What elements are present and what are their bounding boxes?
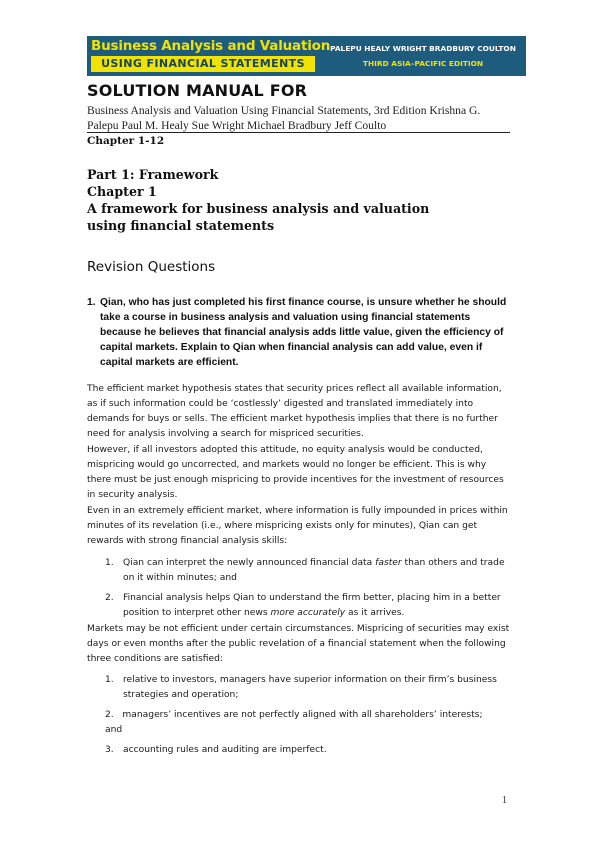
answer-paragraph-1: The efficient market hypothesis states that security prices reflect all available information, as if such information could be ‘costlessly’ digested and translated immediately into demands for buys or sells. The efficient market hypothesis implies that there is no further need for analysis involving a search for mispriced securities. (87, 384, 502, 439)
list-item-number: 1. (105, 558, 114, 568)
part-heading-block (87, 166, 507, 234)
list-item (105, 591, 510, 621)
question-1 (87, 295, 512, 370)
list-item (105, 708, 515, 723)
list-item-text: Financial analysis helps Qian to understand the firm better, placing him in a better position to interpret other news (123, 593, 501, 618)
answer-paragraph-4: Markets may be not efficient under certain circumstances. Mispricing of securities may exist days or even months after the public revelation of a financial statement when the following three conditions are satisfied: (87, 624, 510, 664)
chapter-title-line-2: using financial statements (87, 218, 275, 233)
answer-paragraph-3: Even in an extremely efficient market, where information is fully impounded in prices within minutes of its revelation (i.e., where mispricing exists only for minutes), Qian can get rewards with strong financial analysis skills: (87, 506, 508, 546)
list-item-emphasis: faster (375, 558, 402, 568)
list-item (105, 743, 510, 758)
banner-title-block (91, 38, 331, 72)
banner-credits (323, 43, 523, 69)
chapter-title-line-1: A framework for business analysis and valuation (87, 201, 430, 216)
question-number: 1. (87, 297, 96, 308)
list-item-text: accounting rules and auditing are imperfect. (123, 745, 327, 755)
banner-authors: PALEPU HEALY WRIGHT BRADBURY COULTON (330, 44, 516, 53)
document-description: Business Analysis and Valuation Using Financial Statements, 3rd Edition Krishna G. Palepu Paul M. Healy Sue Wright Michael Bradbury Jeff Coulto (87, 104, 481, 132)
list-item-number: 2. (105, 710, 114, 720)
list-item-continuation: and (105, 725, 123, 735)
banner-title: Business Analysis and Valuation (91, 38, 331, 54)
list-item (105, 673, 510, 703)
list-item (105, 556, 510, 586)
section-heading: Revision Questions (87, 259, 216, 275)
list-item-emphasis: more accurately (270, 608, 346, 618)
list-item-text: than others and trade on it within minutes; and (123, 558, 505, 583)
list-item-number: 3. (105, 745, 114, 755)
part-title: Part 1: Framework (87, 167, 219, 182)
chapter-label: Chapter 1 (87, 184, 157, 199)
banner-edition: THIRD ASIA–PACIFIC EDITION (362, 59, 484, 68)
book-cover-banner (87, 36, 526, 76)
list-item-text: relative to investors, managers have superior information on their firm’s business strategies and operation; (123, 675, 497, 700)
list-item-number: 2. (105, 593, 114, 603)
page-number: 1 (502, 795, 507, 806)
header-divider (87, 132, 510, 133)
document-title: SOLUTION MANUAL FOR (87, 81, 308, 100)
answer-paragraph-2: However, if all investors adopted this attitude, no equity analysis would be conducted, mispricing would go uncorrected, and markets would no longer be efficient. This is why there must be just enough mispricing to provide incentives for the investment of resources in security analysis. (87, 445, 504, 500)
list-item-number: 1. (105, 675, 114, 685)
list-item-text: Qian can interpret the newly announced financial data (123, 558, 376, 568)
list-item-text: as it arrives. (345, 608, 405, 618)
banner-subtitle: USING FINANCIAL STATEMENTS (91, 56, 315, 72)
list-item-text: managers’ incentives are not perfectly aligned with all shareholders’ interests; (122, 710, 483, 720)
question-text: Qian, who has just completed his first finance course, is unsure whether he should take a course in business analysis and valuation using financial statements because he believes that financial analysis adds little value, given the efficiency of capital markets. Explain to Qian when financial analysis can add value, even if capital markets are efficient. (100, 297, 507, 368)
chapter-range: Chapter 1-12 (87, 135, 165, 147)
